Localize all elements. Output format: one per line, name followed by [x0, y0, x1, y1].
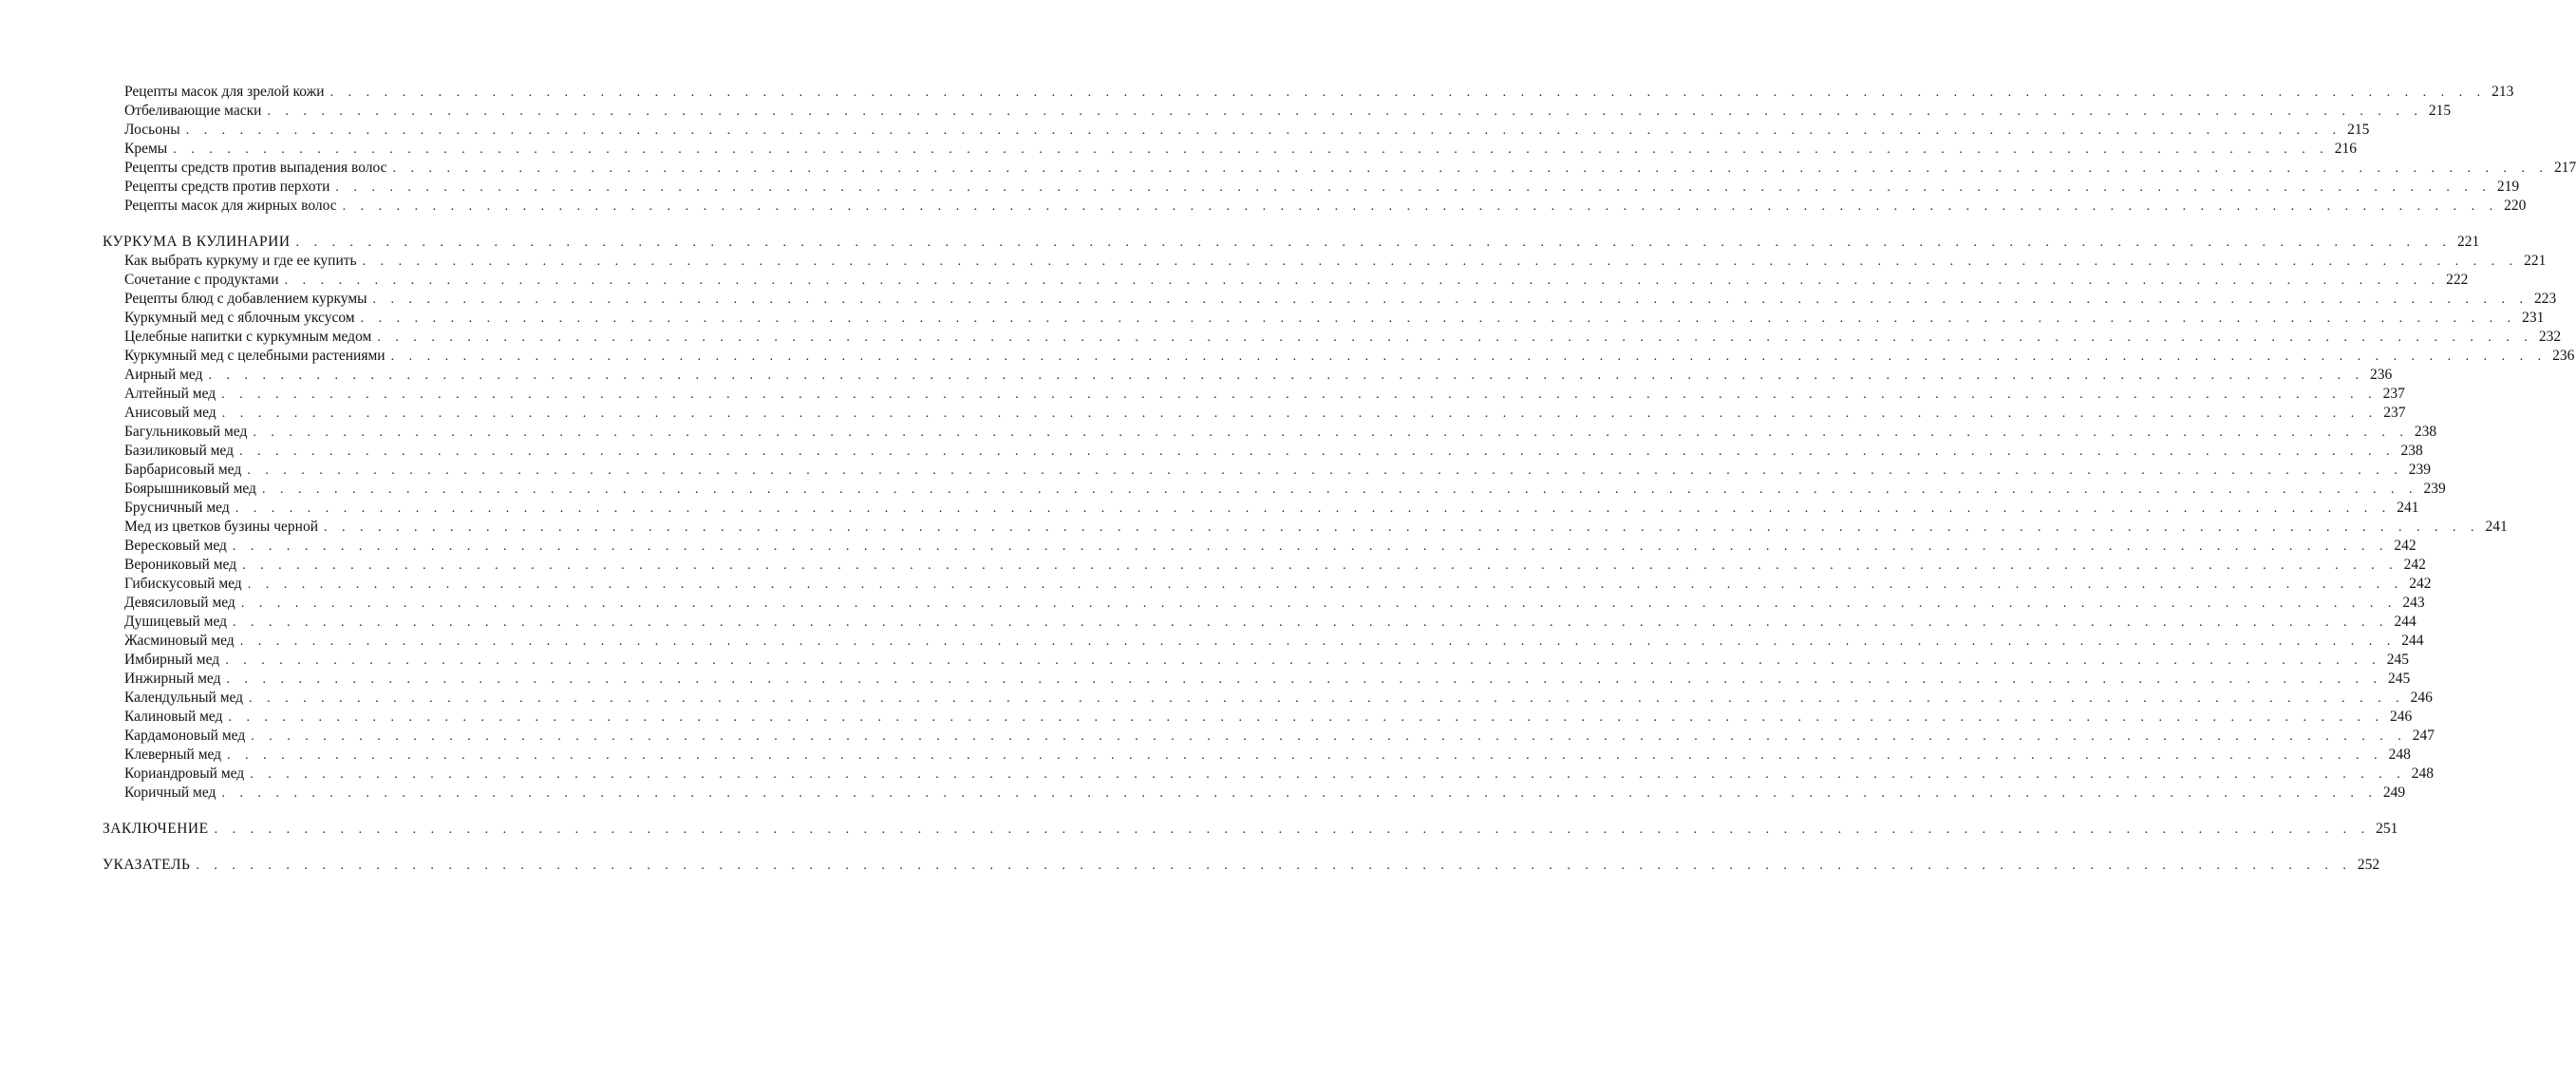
toc-entry	[124, 271, 2469, 290]
entry-title: Багульниковый мед	[124, 424, 248, 440]
entry-title: Анисовый мед	[124, 405, 216, 421]
dot-leader: . . . . . . . . . . . . . . . . . . . . . . . . . . . . . . . . . . . . . . . . . . . . . . . . . . . . . . . . . . . . . . . . . . . . . . . . . . . . . . . . . . . . . . . . . . . . . . . . . . . . . . . . . . . . . . . . . . . . . . . .	[249, 691, 2405, 706]
toc-entry	[124, 404, 2406, 423]
page-number: 242	[2403, 557, 2426, 573]
dot-leader: . . . . . . . . . . . . . . . . . . . . . . . . . . . . . . . . . . . . . . . . . . . . . . . . . . . . . . . . . . . . . . . . . . . . . . . . . . . . . . . . . . . . . . . . . . . . . . . . . . . . . . . . . . . . . . . . . . . . . . . .	[329, 85, 2487, 100]
entry-title: Инжирный мед	[124, 671, 221, 687]
page-number: 215	[2428, 103, 2452, 119]
entry-title: Душицевый мед	[124, 614, 228, 630]
dot-leader: . . . . . . . . . . . . . . . . . . . . . . . . . . . . . . . . . . . . . . . . . . . . . . . . . . . . . . . . . . . . . . . . . . . . . . . . . . . . . . . . . . . . . . . . . . . . . . . . . . . . . . . . . . . . . . . . . . . . . . . .	[221, 406, 2379, 421]
entry-title: Вересковый мед	[124, 538, 227, 554]
entry-title: Гибискусовый мед	[124, 576, 242, 592]
toc-entry	[124, 594, 2425, 613]
dot-leader: . . . . . . . . . . . . . . . . . . . . . . . . . . . . . . . . . . . . . . . . . . . . . . . . . . . . . . . . . . . . . . . . . . . . . . . . . . . . . . . . . . . . . . . . . . . . . . . . . . . . . . . . . . . . . . . . . . . . . . . .	[240, 596, 2397, 611]
entry-title: Коричный мед	[124, 784, 216, 801]
dot-leader: . . . . . . . . . . . . . . . . . . . . . . . . . . . . . . . . . . . . . . . . . . . . . . . . . . . . . . . . . . . . . . . . . . . . . . . . . . . . . . . . . . . . . . . . . . . . . . . . . . . . . . . . . . . . . . . . . . . . . . . .	[392, 161, 2548, 176]
toc-entry	[124, 83, 2514, 102]
dot-leader: . . . . . . . . . . . . . . . . . . . . . . . . . . . . . . . . . . . . . . . . . . . . . . . . . . . . . . . . . . . . . . . . . . . . . . . . . . . . . . . . . . . . . . . . . . . . . . . . . . . . . . . . . . . . . . . . . . . . . . . .	[360, 312, 2517, 326]
dot-leader: . . . . . . . . . . . . . . . . . . . . . . . . . . . . . . . . . . . . . . . . . . . . . . . . . . . . . . . . . . . . . . . . . . . . . . . . . . . . . . . . . . . . . . . . . . . . . . . . . . . . . . . . . . . . . . . . . . . . . . . .	[284, 274, 2441, 288]
page-number: 247	[2412, 727, 2435, 744]
page-number: 222	[2446, 272, 2469, 288]
entry-title: Алтейный мед	[124, 386, 216, 402]
toc-entry	[124, 727, 2435, 746]
entry-title: КУРКУМА В КУЛИНАРИИ	[103, 234, 291, 250]
toc-section-heading	[103, 820, 2398, 839]
dot-leader: . . . . . . . . . . . . . . . . . . . . . . . . . . . . . . . . . . . . . . . . . . . . . . . . . . . . . . . . . . . . . . . . . . . . . . . . . . . . . . . . . . . . . . . . . . . . . . . . . . . . . . . . . . . . . . . . . . . . . . . .	[247, 577, 2404, 592]
page-number: 217	[2554, 160, 2576, 176]
toc-section-heading	[103, 233, 2480, 252]
entry-title: Рецепты средств против выпадения волос	[124, 160, 387, 176]
page-number: 223	[2534, 291, 2557, 307]
entry-title: ЗАКЛЮЧЕНИЕ	[103, 821, 209, 837]
entry-title: Жасминовый мед	[124, 633, 235, 649]
dot-leader: . . . . . . . . . . . . . . . . . . . . . . . . . . . . . . . . . . . . . . . . . . . . . . . . . . . . . . . . . . . . . . . . . . . . . . . . . . . . . . . . . . . . . . . . . . . . . . . . . . . . . . . . . . . . . . . . . . . . . . . .	[372, 293, 2529, 307]
entry-title: Верониковый мед	[124, 557, 237, 573]
toc-entry	[124, 480, 2446, 499]
toc-entry	[124, 461, 2431, 480]
toc-entry	[124, 178, 2520, 197]
toc-entry	[124, 442, 2423, 461]
entry-title: Аирный мед	[124, 367, 203, 383]
dot-leader: . . . . . . . . . . . . . . . . . . . . . . . . . . . . . . . . . . . . . . . . . . . . . . . . . . . . . . . . . . . . . . . . . . . . . . . . . . . . . . . . . . . . . . . . . . . . . . . . . . . . . . . . . . . . . . . . . . . . . . . .	[228, 710, 2384, 725]
toc-entry	[124, 499, 2419, 518]
toc-entry	[124, 518, 2508, 537]
page-number: 213	[2491, 84, 2514, 100]
dot-leader: . . . . . . . . . . . . . . . . . . . . . . . . . . . . . . . . . . . . . . . . . . . . . . . . . . . . . . . . . . . . . . . . . . . . . . . . . . . . . . . . . . . . . . . . . . . . . . . . . . . . . . . . . . . . . . . . . . . . . . . .	[261, 482, 2418, 497]
page-number: 248	[2411, 765, 2434, 782]
entry-title: Календульный мед	[124, 690, 244, 706]
toc-entry	[124, 290, 2557, 309]
page-number: 243	[2402, 595, 2425, 611]
toc-entry	[124, 197, 2527, 216]
toc-entry	[124, 746, 2411, 765]
toc-entry	[124, 689, 2433, 708]
entry-title: Брусничный мед	[124, 500, 230, 516]
dot-leader: . . . . . . . . . . . . . . . . . . . . . . . . . . . . . . . . . . . . . . . . . . . . . . . . . . . . . . . . . . . . . . . . . . . . . . . . . . . . . . . . . . . . . . . . . . . . . . . . . . . . . . . . . . . . . . . . . . . . . . . .	[221, 786, 2378, 801]
dot-leader: . . . . . . . . . . . . . . . . . . . . . . . . . . . . . . . . . . . . . . . . . . . . . . . . . . . . . . . . . . . . . . . . . . . . . . . . . . . . . . . . . . . . . . . . . . . . . . . . . . . . . . . . . . . . . . . . . . . . . . . .	[250, 767, 2406, 782]
toc-entry	[124, 556, 2426, 575]
page-number: 215	[2347, 122, 2370, 138]
page-number: 242	[2394, 538, 2416, 554]
toc-entry	[124, 328, 2562, 347]
toc-entry	[124, 423, 2437, 442]
entry-title: Как выбрать куркуму и где ее купить	[124, 253, 357, 269]
page-number: 239	[2423, 481, 2446, 497]
entry-title: Куркумный мед с целебными растениями	[124, 348, 385, 364]
page-number: 216	[2334, 141, 2357, 157]
dot-leader: . . . . . . . . . . . . . . . . . . . . . . . . . . . . . . . . . . . . . . . . . . . . . . . . . . . . . . . . . . . . . . . . . . . . . . . . . . . . . . . . . . . . . . . . . . . . . . . . . . . . . . . . . . . . . . . . . . . . . . . .	[335, 180, 2491, 195]
page-number: 237	[2383, 405, 2406, 421]
entry-title: Кремы	[124, 141, 168, 157]
page-number: 237	[2382, 386, 2405, 402]
page-number: 248	[2388, 746, 2411, 763]
page-number: 245	[2386, 652, 2409, 668]
page-number: 238	[2414, 424, 2437, 440]
dot-leader: . . . . . . . . . . . . . . . . . . . . . . . . . . . . . . . . . . . . . . . . . . . . . . . . . . . . . . . . . . . . . . . . . . . . . . . . . . . . . . . . . . . . . . . . . . . . . . . . . . . . . . . . . . . . . . . . . . . . . . . .	[227, 748, 2383, 763]
dot-leader: . . . . . . . . . . . . . . . . . . . . . . . . . . . . . . . . . . . . . . . . . . . . . . . . . . . . . . . . . . . . . . . . . . . . . . . . . . . . . . . . . . . . . . . . . . . . . . . . . . . . . . . . . . . . . . . . . . . . . . . .	[226, 672, 2382, 687]
dot-leader: . . . . . . . . . . . . . . . . . . . . . . . . . . . . . . . . . . . . . . . . . . . . . . . . . . . . . . . . . . . . . . . . . . . . . . . . . . . . . . . . . . . . . . . . . . . . . . . . . . . . . . . . . . . . . . . . . . . . . . . .	[185, 123, 2342, 138]
toc-entry	[124, 708, 2413, 727]
dot-leader: . . . . . . . . . . . . . . . . . . . . . . . . . . . . . . . . . . . . . . . . . . . . . . . . . . . . . . . . . . . . . . . . . . . . . . . . . . . . . . . . . . . . . . . . . . . . . . . . . . . . . . . . . . . . . . . . . . . . . . . .	[239, 634, 2397, 649]
section-gap	[0, 803, 700, 820]
page-number: 232	[2538, 329, 2562, 345]
entry-title: Рецепты средств против перхоти	[124, 179, 330, 195]
dot-leader: . . . . . . . . . . . . . . . . . . . . . . . . . . . . . . . . . . . . . . . . . . . . . . . . . . . . . . . . . . . . . . . . . . . . . . . . . . . . . . . . . . . . . . . . . . . . . . . . . . . . . . . . . . . . . . . . . . . . . . . .	[232, 539, 2389, 554]
toc-entry	[124, 385, 2405, 404]
dot-leader: . . . . . . . . . . . . . . . . . . . . . . . . . . . . . . . . . . . . . . . . . . . . . . . . . . . . . . . . . . . . . . . . . . . . . . . . . . . . . . . . . . . . . . . . . . . . . . . . . . . . . . . . . . . . . . . . . . . . . . . .	[221, 387, 2378, 402]
entry-title: Девясиловый мед	[124, 595, 235, 611]
entry-title: Кардамоновый мед	[124, 727, 246, 744]
page-number: 244	[2394, 614, 2416, 630]
page-number: 249	[2382, 784, 2406, 801]
dot-leader: . . . . . . . . . . . . . . . . . . . . . . . . . . . . . . . . . . . . . . . . . . . . . . . . . . . . . . . . . . . . . . . . . . . . . . . . . . . . . . . . . . . . . . . . . . . . . . . . . . . . . . . . . . . . . . . . . . . . . . . .	[267, 104, 2423, 119]
dot-leader: . . . . . . . . . . . . . . . . . . . . . . . . . . . . . . . . . . . . . . . . . . . . . . . . . . . . . . . . . . . . . . . . . . . . . . . . . . . . . . . . . . . . . . . . . . . . . . . . . . . . . . . . . . . . . . . . . . . . . . . .	[323, 520, 2480, 535]
dot-leader: . . . . . . . . . . . . . . . . . . . . . . . . . . . . . . . . . . . . . . . . . . . . . . . . . . . . . . . . . . . . . . . . . . . . . . . . . . . . . . . . . . . . . . . . . . . . . . . . . . . . . . . . . . . . . . . . . . . . . . . .	[208, 368, 2364, 383]
entry-title: Куркумный мед с яблочным уксусом	[124, 310, 355, 326]
toc-entry	[124, 784, 2406, 803]
entry-title: Отбеливающие маски	[124, 103, 262, 119]
dot-leader: . . . . . . . . . . . . . . . . . . . . . . . . . . . . . . . . . . . . . . . . . . . . . . . . . . . . . . . . . . . . . . . . . . . . . . . . . . . . . . . . . . . . . . . . . . . . . . . . . . . . . . . . . . . . . . . . . . . . . . . .	[242, 558, 2398, 573]
entry-title: Сочетание с продуктами	[124, 272, 279, 288]
entry-title: Калиновый мед	[124, 709, 223, 725]
page-number: 251	[2376, 821, 2398, 837]
dot-leader: . . . . . . . . . . . . . . . . . . . . . . . . . . . . . . . . . . . . . . . . . . . . . . . . . . . . . . . . . . . . . . . . . . . . . . . . . . . . . . . . . . . . . . . . . . . . . . . . . . . . . . . . . . . . . . . . . . . . . . . .	[253, 425, 2409, 440]
toc-entry	[124, 537, 2416, 556]
entry-title: Имбирный мед	[124, 652, 220, 668]
toc-entry	[124, 347, 2575, 366]
toc-section-heading	[103, 856, 2380, 875]
page-number: 219	[2496, 179, 2520, 195]
section-gap	[0, 839, 700, 856]
entry-title: Боярышниковый мед	[124, 481, 256, 497]
page-number: 221	[2524, 253, 2547, 269]
entry-title: Целебные напитки с куркумным медом	[124, 329, 372, 345]
toc-entry	[124, 121, 2370, 140]
entry-title: Лосьоны	[124, 122, 180, 138]
table-of-contents	[0, 83, 2576, 875]
toc-entry	[124, 252, 2547, 271]
page-number: 241	[2397, 500, 2419, 516]
entry-title: УКАЗАТЕЛЬ	[103, 857, 191, 873]
dot-leader: . . . . . . . . . . . . . . . . . . . . . . . . . . . . . . . . . . . . . . . . . . . . . . . . . . . . . . . . . . . . . . . . . . . . . . . . . . . . . . . . . . . . . . . . . . . . . . . . . . . . . . . . . . . . . . . . . . . . . . . .	[251, 729, 2407, 744]
page-number: 245	[2388, 671, 2411, 687]
toc-entry	[124, 632, 2424, 651]
page-number: 231	[2522, 310, 2545, 326]
page-number: 241	[2485, 519, 2508, 535]
dot-leader: . . . . . . . . . . . . . . . . . . . . . . . . . . . . . . . . . . . . . . . . . . . . . . . . . . . . . . . . . . . . . . . . . . . . . . . . . . . . . . . . . . . . . . . . . . . . . . . . . . . . . . . . . . . . . . . . . . . . . . . .	[235, 501, 2392, 516]
entry-title: Рецепты блюд с добавлением куркумы	[124, 291, 367, 307]
toc-entry	[124, 309, 2545, 328]
page-number: 236	[2552, 348, 2575, 364]
toc-entry	[124, 159, 2576, 178]
dot-leader: . . . . . . . . . . . . . . . . . . . . . . . . . . . . . . . . . . . . . . . . . . . . . . . . . . . . . . . . . . . . . . . . . . . . . . . . . . . . . . . . . . . . . . . . . . . . . . . . . . . . . . . . . . . . . . . . . . . . . . . .	[247, 463, 2403, 478]
dot-leader: . . . . . . . . . . . . . . . . . . . . . . . . . . . . . . . . . . . . . . . . . . . . . . . . . . . . . . . . . . . . . . . . . . . . . . . . . . . . . . . . . . . . . . . . . . . . . . . . . . . . . . . . . . . . . . . . . . . . . . . .	[214, 822, 2371, 837]
page-number: 252	[2357, 857, 2380, 873]
toc-entry	[124, 366, 2393, 385]
page-number: 246	[2410, 690, 2433, 706]
dot-leader: . . . . . . . . . . . . . . . . . . . . . . . . . . . . . . . . . . . . . . . . . . . . . . . . . . . . . . . . . . . . . . . . . . . . . . . . . . . . . . . . . . . . . . . . . . . . . . . . . . . . . . . . . . . . . . . . . . . . . . . .	[390, 350, 2548, 364]
entry-title: Базиликовый мед	[124, 443, 234, 459]
toc-entry	[124, 670, 2411, 689]
toc-entry	[124, 575, 2432, 594]
page-number: 236	[2370, 367, 2393, 383]
page-number: 238	[2400, 443, 2423, 459]
dot-leader: . . . . . . . . . . . . . . . . . . . . . . . . . . . . . . . . . . . . . . . . . . . . . . . . . . . . . . . . . . . . . . . . . . . . . . . . . . . . . . . . . . . . . . . . . . . . . . . . . . . . . . . . . . . . . . . . . . . . . . . .	[225, 653, 2381, 668]
dot-leader: . . . . . . . . . . . . . . . . . . . . . . . . . . . . . . . . . . . . . . . . . . . . . . . . . . . . . . . . . . . . . . . . . . . . . . . . . . . . . . . . . . . . . . . . . . . . . . . . . . . . . . . . . . . . . . . . . . . . . . . .	[196, 859, 2352, 873]
toc-entry	[124, 102, 2452, 121]
entry-title: Барбарисовый мед	[124, 462, 242, 478]
toc-entry	[124, 140, 2357, 159]
page-number: 239	[2408, 462, 2431, 478]
dot-leader: . . . . . . . . . . . . . . . . . . . . . . . . . . . . . . . . . . . . . . . . . . . . . . . . . . . . . . . . . . . . . . . . . . . . . . . . . . . . . . . . . . . . . . . . . . . . . . . . . . . . . . . . . . . . . . . . . . . . . . . .	[342, 199, 2499, 214]
entry-title: Кориандровый мед	[124, 765, 245, 782]
dot-leader: . . . . . . . . . . . . . . . . . . . . . . . . . . . . . . . . . . . . . . . . . . . . . . . . . . . . . . . . . . . . . . . . . . . . . . . . . . . . . . . . . . . . . . . . . . . . . . . . . . . . . . . . . . . . . . . . . . . . . . . .	[239, 444, 2396, 459]
page-number: 246	[2390, 709, 2413, 725]
page-number: 242	[2409, 576, 2432, 592]
dot-leader: . . . . . . . . . . . . . . . . . . . . . . . . . . . . . . . . . . . . . . . . . . . . . . . . . . . . . . . . . . . . . . . . . . . . . . . . . . . . . . . . . . . . . . . . . . . . . . . . . . . . . . . . . . . . . . . . . . . . . . . .	[233, 615, 2389, 630]
dot-leader: . . . . . . . . . . . . . . . . . . . . . . . . . . . . . . . . . . . . . . . . . . . . . . . . . . . . . . . . . . . . . . . . . . . . . . . . . . . . . . . . . . . . . . . . . . . . . . . . . . . . . . . . . . . . . . . . . . . . . . . .	[295, 236, 2453, 250]
toc-entry	[124, 765, 2434, 784]
entry-title: Клеверный мед	[124, 746, 222, 763]
page-number: 221	[2457, 234, 2480, 250]
page-number: 220	[2504, 198, 2527, 214]
dot-leader: . . . . . . . . . . . . . . . . . . . . . . . . . . . . . . . . . . . . . . . . . . . . . . . . . . . . . . . . . . . . . . . . . . . . . . . . . . . . . . . . . . . . . . . . . . . . . . . . . . . . . . . . . . . . . . . . . . . . . . . .	[362, 255, 2519, 269]
dot-leader: . . . . . . . . . . . . . . . . . . . . . . . . . . . . . . . . . . . . . . . . . . . . . . . . . . . . . . . . . . . . . . . . . . . . . . . . . . . . . . . . . . . . . . . . . . . . . . . . . . . . . . . . . . . . . . . . . . . . . . . .	[173, 142, 2329, 157]
entry-title: Мед из цветков бузины черной	[124, 519, 318, 535]
entry-title: Рецепты масок для зрелой кожи	[124, 84, 325, 100]
page-number: 244	[2401, 633, 2424, 649]
toc-entry	[124, 613, 2416, 632]
dot-leader: . . . . . . . . . . . . . . . . . . . . . . . . . . . . . . . . . . . . . . . . . . . . . . . . . . . . . . . . . . . . . . . . . . . . . . . . . . . . . . . . . . . . . . . . . . . . . . . . . . . . . . . . . . . . . . . . . . . . . . . .	[377, 331, 2533, 345]
entry-title: Рецепты масок для жирных волос	[124, 198, 337, 214]
toc-entry	[124, 651, 2409, 670]
section-gap	[0, 216, 700, 233]
